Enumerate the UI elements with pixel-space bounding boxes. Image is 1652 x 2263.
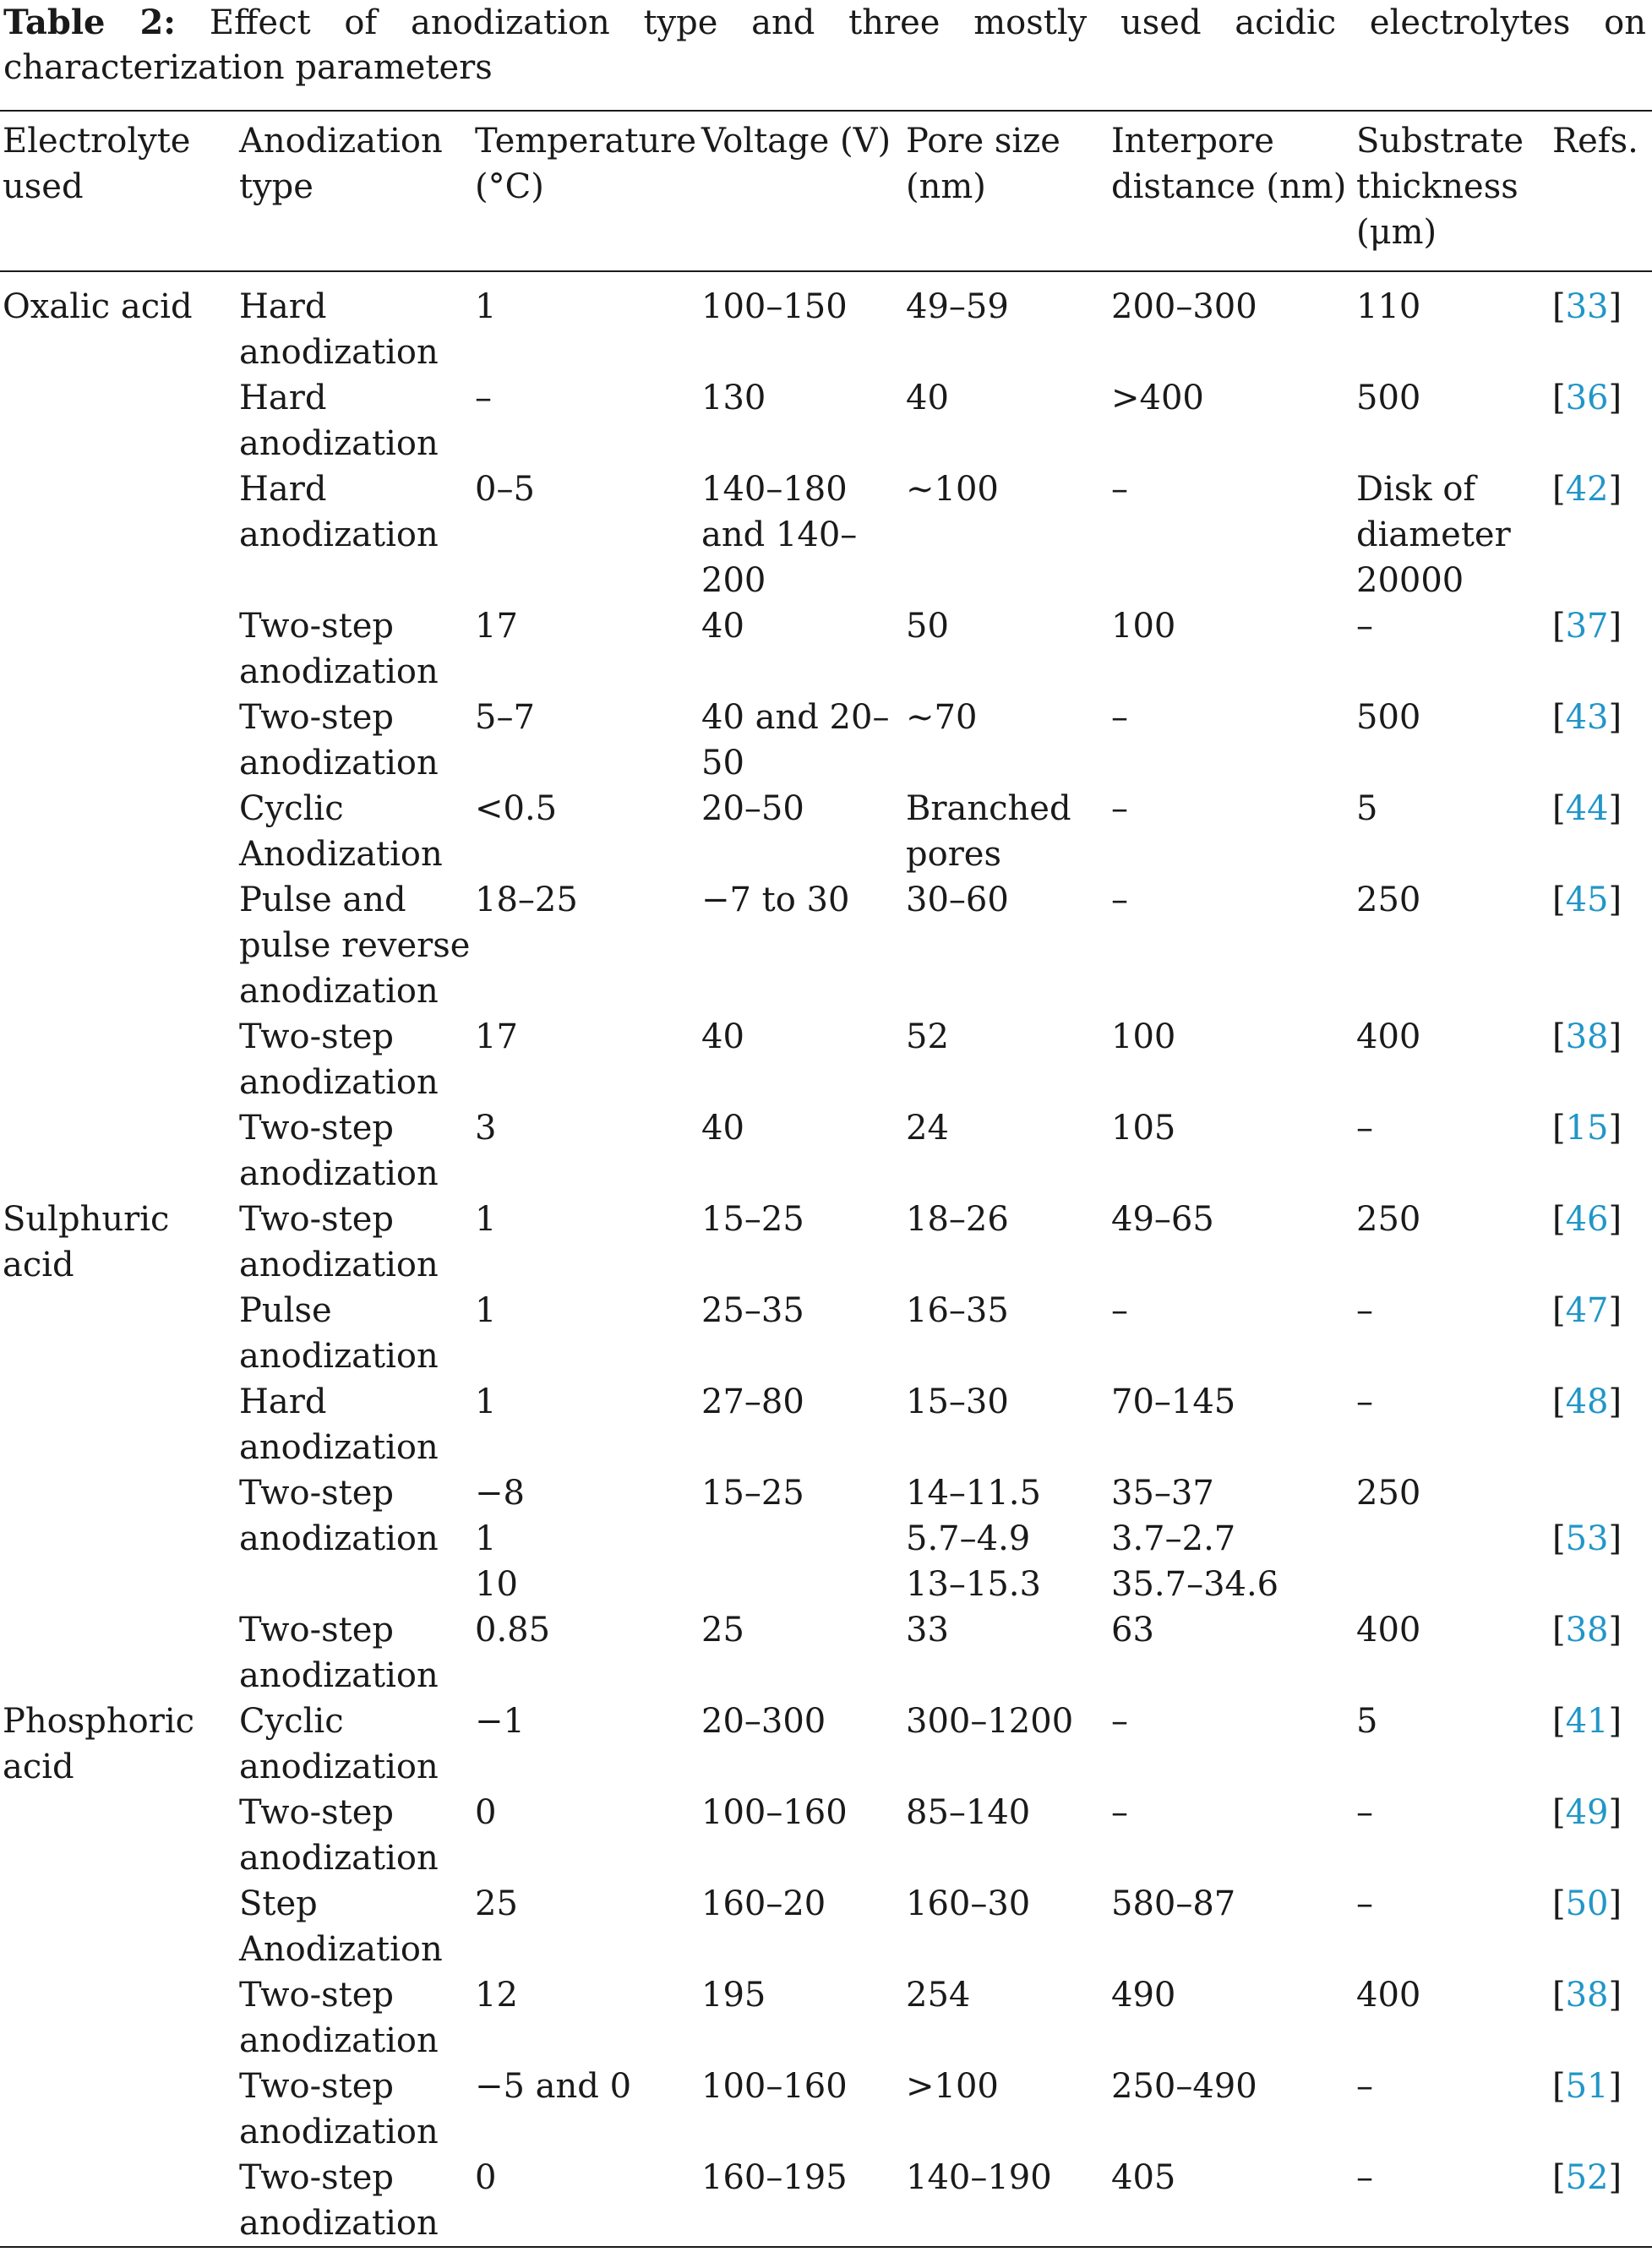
cell-substrate-thickness: 400: [1356, 1611, 1421, 1650]
cell-refs: [48]: [1552, 1382, 1622, 1421]
cell-anodization-type: Two-step anodization: [239, 2158, 439, 2243]
cell-interpore-distance: 100: [1111, 1017, 1176, 1056]
cell-pore-size: ∼70: [906, 698, 978, 737]
header-voltage: Voltage (V): [701, 122, 891, 161]
table-row: [0, 695, 1652, 786]
cell-anodization-type: Two-step anodization: [239, 2067, 439, 2151]
table-row: [0, 603, 1652, 695]
cell-refs: [33]: [1552, 287, 1622, 326]
cell-refs: [36]: [1552, 379, 1622, 417]
cell-interpore-distance: 105: [1111, 1109, 1176, 1148]
cell-voltage: 15–25: [701, 1474, 804, 1513]
cell-temperature: –: [475, 379, 492, 417]
table-row: [0, 1881, 1652, 1972]
cell-interpore-distance: 490: [1111, 1976, 1176, 2015]
cell-substrate-thickness: 5: [1356, 1702, 1378, 1741]
cell-electrolyte: [0, 1288, 237, 1379]
cell-electrolyte: Sulphuric acid: [3, 1200, 170, 1284]
cell-temperature: −1: [475, 1702, 525, 1741]
cell-pore-size: 160–30: [906, 1884, 1031, 1923]
cell-pore-size: 18–26: [906, 1200, 1009, 1239]
header-pore-size: Pore size (nm): [906, 122, 1060, 206]
cell-voltage: 140–180 and 140–200: [701, 470, 858, 600]
cell-refs: [43]: [1552, 698, 1622, 737]
cell-electrolyte: [0, 603, 237, 695]
header-interpore-distance: Interpore distance (nm): [1111, 122, 1347, 206]
cell-temperature: 17: [475, 1017, 518, 1056]
cell-temperature: 3: [475, 1109, 497, 1148]
cell-voltage: 20–300: [701, 1702, 826, 1741]
cell-anodization-type: Two-step anodization: [239, 1017, 439, 1102]
reference-link[interactable]: 45: [1565, 881, 1609, 919]
cell-pore-size: 300–1200: [906, 1702, 1074, 1741]
cell-pore-size: 33: [906, 1611, 949, 1650]
table-container: [0, 110, 1652, 2248]
header-substrate-thickness: Substrate thickness (μm): [1356, 122, 1524, 252]
cell-pore-size: 50: [906, 607, 949, 646]
cell-electrolyte: [0, 877, 237, 1014]
cell-temperature: 0: [475, 1793, 497, 1832]
cell-temperature: 0–5: [475, 470, 535, 509]
table-caption-text: Effect of anodization type and three mostly used acidic electrolytes on characterization parameters: [3, 3, 1646, 87]
cell-substrate-thickness: 250: [1356, 1200, 1421, 1239]
cell-anodization-type: Two-step anodization: [239, 1474, 439, 1558]
cell-interpore-distance: 580–87: [1111, 1884, 1236, 1923]
cell-substrate-thickness: –: [1356, 1382, 1373, 1421]
reference-link[interactable]: 51: [1565, 2067, 1609, 2106]
cell-voltage: 40: [701, 607, 744, 646]
reference-link[interactable]: 43: [1565, 698, 1609, 737]
cell-substrate-thickness: 500: [1356, 698, 1421, 737]
reference-link[interactable]: 53: [1565, 1519, 1609, 1558]
cell-interpore-distance: –: [1111, 1291, 1128, 1330]
cell-refs: [37]: [1552, 607, 1622, 646]
cell-substrate-thickness: 5: [1356, 789, 1378, 828]
cell-refs: [38]: [1552, 1611, 1622, 1650]
cell-substrate-thickness: –: [1356, 607, 1373, 646]
table-row: [0, 1699, 1652, 1790]
cell-refs: [50]: [1552, 1884, 1622, 1923]
table-row: [0, 1607, 1652, 1699]
reference-link[interactable]: 42: [1565, 470, 1609, 509]
cell-refs: [38]: [1552, 1017, 1622, 1056]
cell-electrolyte: [0, 695, 237, 786]
cell-anodization-type: Hard anodization: [239, 470, 439, 554]
cell-temperature: 18–25: [475, 881, 578, 919]
cell-substrate-thickness: 400: [1356, 1017, 1421, 1056]
cell-temperature: 17: [475, 607, 518, 646]
cell-anodization-type: Two-step anodization: [239, 698, 439, 783]
table-label: Table 2:: [3, 3, 177, 42]
cell-refs: [47]: [1552, 1291, 1622, 1330]
cell-electrolyte: [0, 1790, 237, 1881]
cell-voltage: 40: [701, 1109, 744, 1148]
cell-anodization-type: Two-step anodization: [239, 1109, 439, 1193]
reference-link[interactable]: 47: [1565, 1291, 1609, 1330]
cell-anodization-type: Hard anodization: [239, 287, 439, 372]
cell-pore-size-line: 14–11.5: [906, 1474, 1041, 1513]
cell-interpore-distance: 70–145: [1111, 1382, 1236, 1421]
cell-temperature-line: 10: [475, 1565, 518, 1604]
cell-temperature: −5 and 0: [475, 2067, 632, 2106]
cell-pore-size: 254: [906, 1976, 971, 2015]
cell-refs: [41]: [1552, 1702, 1622, 1741]
reference-link[interactable]: 38: [1565, 1976, 1609, 2015]
cell-electrolyte: [0, 2155, 237, 2247]
cell-interpore-distance: 405: [1111, 2158, 1176, 2197]
cell-temperature: 1: [475, 1382, 497, 1421]
reference-link[interactable]: 33: [1565, 287, 1609, 326]
cell-substrate-thickness: 400: [1356, 1976, 1421, 2015]
cell-temperature: 25: [475, 1884, 518, 1923]
cell-interpore-distance-line: 35–37: [1111, 1474, 1214, 1513]
cell-substrate-thickness: –: [1356, 2067, 1373, 2106]
table-caption: [3, 0, 1646, 90]
cell-temperature: 1: [475, 1291, 497, 1330]
cell-refs: [51]: [1552, 2067, 1622, 2106]
cell-temperature: 0.85: [475, 1611, 551, 1650]
cell-temperature: 5–7: [475, 698, 535, 737]
cell-substrate-thickness: 250: [1356, 881, 1421, 919]
cell-voltage: 100–160: [701, 1793, 848, 1832]
table-row: [0, 2155, 1652, 2247]
cell-anodization-type: Two-step anodization: [239, 1976, 439, 2060]
table-row: [0, 877, 1652, 1014]
cell-substrate-thickness: –: [1356, 1884, 1373, 1923]
cell-anodization-type: Hard anodization: [239, 379, 439, 463]
cell-pore-size: 85–140: [906, 1793, 1031, 1832]
cell-interpore-distance: 49–65: [1111, 1200, 1214, 1239]
cell-anodization-type: Pulse and pulse reverse anodization: [239, 881, 471, 1011]
reference-link[interactable]: 46: [1565, 1200, 1609, 1239]
cell-pore-size: ∼100: [906, 470, 999, 509]
cell-pore-size: 49–59: [906, 287, 1009, 326]
header-refs: Refs.: [1552, 122, 1638, 161]
cell-pore-size-line: 5.7–4.9: [906, 1519, 1031, 1558]
cell-voltage: 130: [701, 379, 766, 417]
cell-voltage: 25–35: [701, 1291, 804, 1330]
cell-substrate-thickness: Disk of diameter 20000: [1356, 470, 1511, 600]
data-table: [0, 110, 1652, 2248]
cell-interpore-distance: –: [1111, 1702, 1128, 1741]
cell-temperature: [472, 1470, 699, 1607]
table-row: [0, 2064, 1652, 2155]
cell-voltage: 100–160: [701, 2067, 848, 2106]
cell-anodization-type: Cyclic Anodization: [239, 789, 443, 874]
cell-anodization-type: Two-step anodization: [239, 1200, 439, 1284]
cell-interpore-distance: –: [1111, 789, 1128, 828]
cell-electrolyte: [0, 466, 237, 603]
cell-pore-size: >100: [906, 2067, 999, 2106]
table-row: [0, 1790, 1652, 1881]
cell-electrolyte: [0, 1607, 237, 1699]
table-row: [0, 786, 1652, 877]
cell-electrolyte: [0, 786, 237, 877]
cell-substrate-thickness: –: [1356, 1109, 1373, 1148]
cell-voltage: 15–25: [701, 1200, 804, 1239]
cell-interpore-distance: 200–300: [1111, 287, 1257, 326]
cell-anodization-type: Step Anodization: [239, 1884, 443, 1969]
table-row: [0, 1972, 1652, 2064]
reference-link[interactable]: 38: [1565, 1017, 1609, 1056]
table-row: [0, 1288, 1652, 1379]
cell-interpore-distance: –: [1111, 1793, 1128, 1832]
cell-pore-size: 140–190: [906, 2158, 1052, 2197]
cell-refs: [49]: [1552, 1793, 1622, 1832]
reference-link[interactable]: 36: [1565, 379, 1609, 417]
cell-voltage: 100–150: [701, 287, 848, 326]
cell-voltage: −7 to 30: [701, 881, 850, 919]
cell-interpore-distance-line: 35.7–34.6: [1111, 1565, 1279, 1604]
cell-anodization-type: Pulse anodization: [239, 1291, 439, 1376]
cell-electrolyte: [0, 1105, 237, 1197]
cell-voltage: 160–20: [701, 1884, 826, 1923]
cell-refs: [45]: [1552, 881, 1622, 919]
cell-anodization-type: Two-step anodization: [239, 1611, 439, 1695]
cell-pore-size: 40: [906, 379, 949, 417]
cell-interpore-distance: –: [1111, 470, 1128, 509]
table-body: [0, 271, 1652, 2247]
cell-refs: [15]: [1552, 1109, 1622, 1148]
cell-substrate-thickness: –: [1356, 2158, 1373, 2197]
cell-voltage: 20–50: [701, 789, 804, 828]
cell-substrate-thickness: –: [1356, 1291, 1373, 1330]
cell-substrate-thickness: 500: [1356, 379, 1421, 417]
table-row: [0, 375, 1652, 466]
cell-pore-size: 24: [906, 1109, 949, 1148]
cell-pore-size: 16–35: [906, 1291, 1009, 1330]
cell-electrolyte: [0, 1014, 237, 1105]
cell-substrate-thickness: –: [1356, 1793, 1373, 1832]
reference-link[interactable]: 49: [1565, 1793, 1609, 1832]
cell-electrolyte: [0, 1972, 237, 2064]
table-row: [0, 1105, 1652, 1197]
cell-refs: [52]: [1552, 2158, 1622, 2197]
reference-link[interactable]: 38: [1565, 1611, 1609, 1650]
cell-temperature-line: −8: [475, 1474, 525, 1513]
cell-electrolyte: [0, 1379, 237, 1470]
cell-voltage: 40: [701, 1017, 744, 1056]
cell-temperature: 1: [475, 287, 497, 326]
cell-interpore-distance: –: [1111, 881, 1128, 919]
cell-pore-size: Branched pores: [906, 789, 1071, 874]
cell-refs: [46]: [1552, 1200, 1622, 1239]
table-row: [0, 1379, 1652, 1470]
cell-refs: [44]: [1552, 789, 1622, 828]
cell-anodization-type: Two-step anodization: [239, 1793, 439, 1878]
cell-temperature: 12: [475, 1976, 518, 2015]
cell-refs: [42]: [1552, 470, 1622, 509]
cell-temperature: <0.5: [475, 789, 558, 828]
header-temperature: Temperature (°C): [475, 122, 697, 206]
cell-voltage: 195: [701, 1976, 766, 2015]
cell-pore-size: [903, 1470, 1109, 1607]
reference-link[interactable]: 50: [1565, 1884, 1609, 1923]
cell-pore-size: 30–60: [906, 881, 1009, 919]
cell-electrolyte: Oxalic acid: [3, 287, 193, 326]
cell-anodization-type: Two-step anodization: [239, 607, 439, 691]
cell-electrolyte: [0, 1881, 237, 1972]
cell-voltage: 160–195: [701, 2158, 848, 2197]
cell-temperature-line: 1: [475, 1519, 497, 1558]
cell-electrolyte: Phosphoric acid: [3, 1702, 195, 1786]
reference-link[interactable]: 15: [1565, 1109, 1609, 1148]
cell-interpore-distance: –: [1111, 698, 1128, 737]
reference-link[interactable]: 44: [1565, 789, 1609, 828]
cell-electrolyte: [0, 1470, 237, 1607]
cell-interpore-distance: >400: [1111, 379, 1204, 417]
cell-interpore-distance: 250–490: [1111, 2067, 1257, 2106]
cell-anodization-type: Cyclic anodization: [239, 1702, 439, 1786]
cell-interpore-distance: 100: [1111, 607, 1176, 646]
cell-interpore-distance: [1109, 1470, 1354, 1607]
cell-substrate-thickness: 250: [1356, 1474, 1421, 1513]
cell-voltage: 40 and 20–50: [701, 698, 890, 783]
header-anodization-type: Anodization type: [239, 122, 443, 206]
cell-pore-size-line: 13–15.3: [906, 1565, 1041, 1604]
cell-electrolyte: [0, 2064, 237, 2155]
reference-link[interactable]: 37: [1565, 607, 1609, 646]
cell-interpore-distance-line: 3.7–2.7: [1111, 1519, 1236, 1558]
table-row: [0, 1197, 1652, 1288]
cell-voltage: 27–80: [701, 1382, 804, 1421]
cell-refs: [53]: [1552, 1519, 1622, 1558]
reference-link[interactable]: 52: [1565, 2158, 1609, 2197]
reference-link[interactable]: 41: [1565, 1702, 1609, 1741]
cell-electrolyte: [0, 375, 237, 466]
cell-temperature: 1: [475, 1200, 497, 1239]
cell-pore-size: 52: [906, 1017, 949, 1056]
cell-interpore-distance: 63: [1111, 1611, 1154, 1650]
cell-temperature: 0: [475, 2158, 497, 2197]
cell-voltage: 25: [701, 1611, 744, 1650]
cell-anodization-type: Hard anodization: [239, 1382, 439, 1467]
cell-substrate-thickness: 110: [1356, 287, 1421, 326]
table-row: [0, 271, 1652, 375]
cell-pore-size: 15–30: [906, 1382, 1009, 1421]
header-row: [0, 111, 1652, 271]
reference-link[interactable]: 48: [1565, 1382, 1609, 1421]
cell-refs: [38]: [1552, 1976, 1622, 2015]
header-electrolyte: Electrolyte used: [3, 122, 191, 206]
table-row: [0, 1014, 1652, 1105]
table-row: [0, 466, 1652, 603]
table-row: [0, 1470, 1652, 1607]
